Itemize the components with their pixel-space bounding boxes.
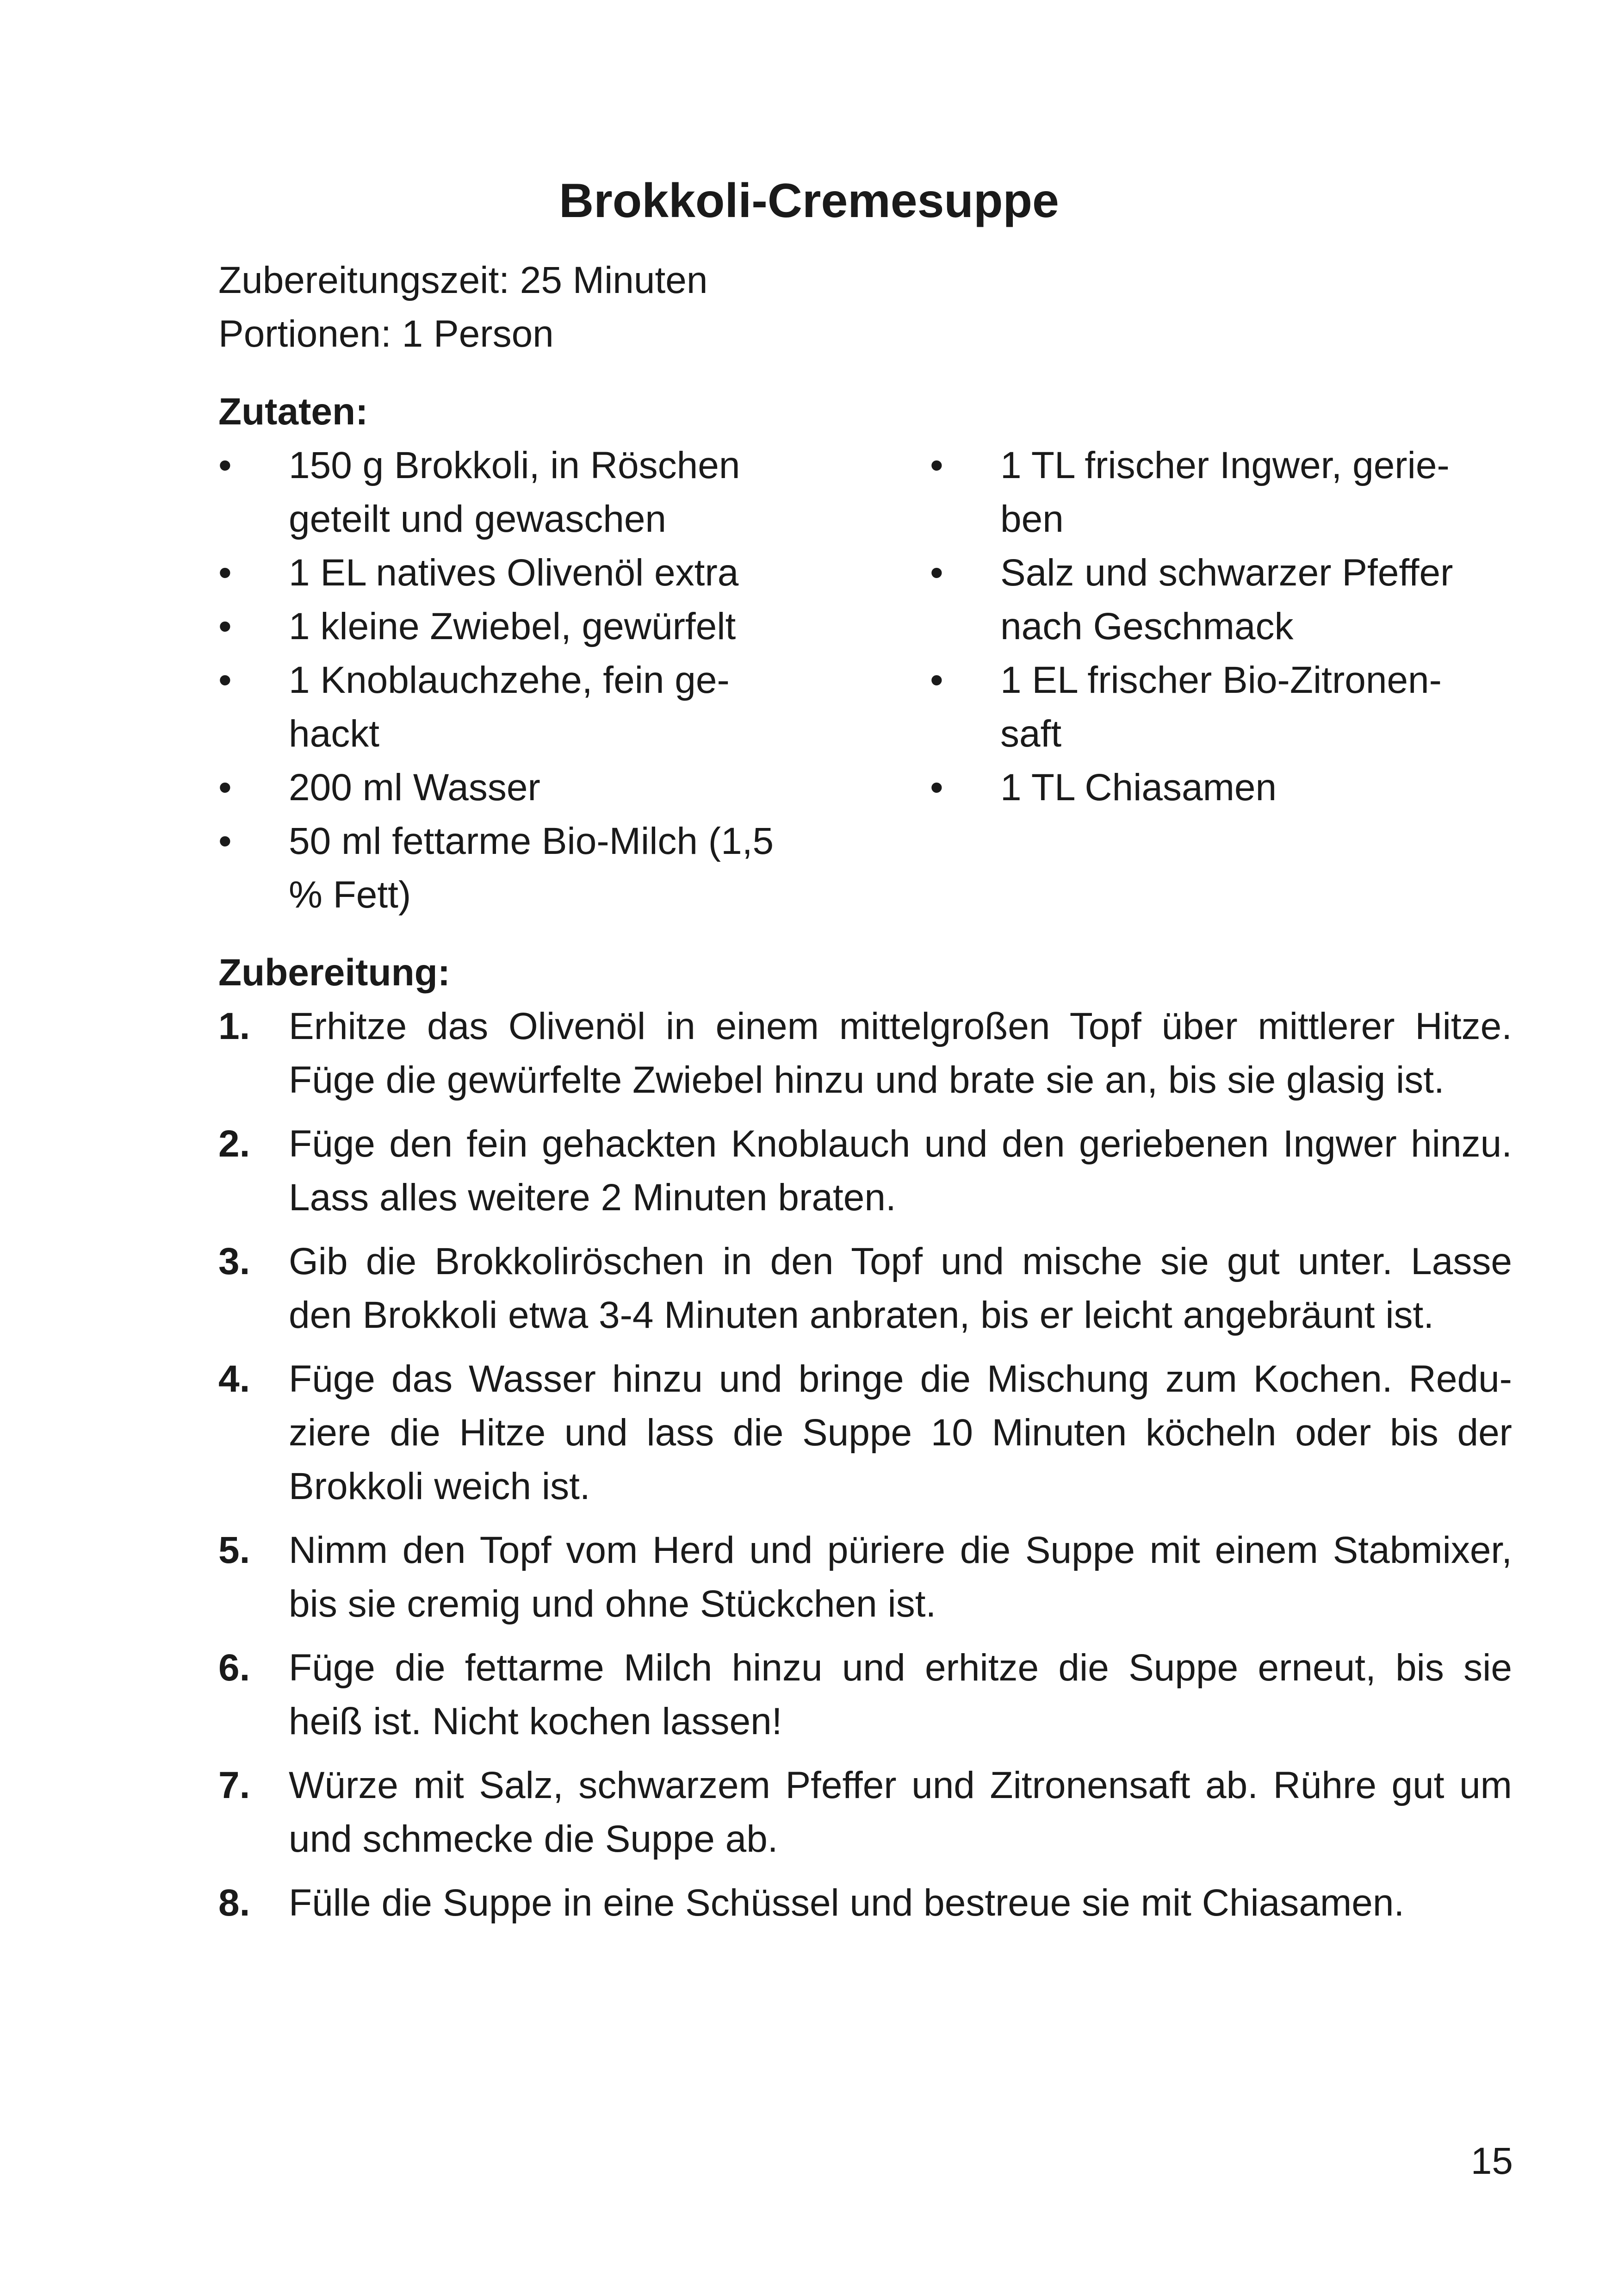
ingredients-list-right [930, 439, 1522, 815]
bullet-icon: • [930, 766, 943, 809]
step-text: Füge den fein gehackten Knoblauch und den geriebenen Ingwer hinzu. [289, 1123, 1512, 1165]
preparation-step [218, 1000, 1512, 1107]
ingredient-item [218, 439, 811, 546]
step-number: 2. [218, 1123, 250, 1165]
page-number: 15 [1470, 2140, 1513, 2182]
bullet-icon: • [218, 605, 232, 647]
step-text: bis sie cremig und ohne Stückchen ist. [289, 1583, 936, 1625]
ingredient-item [930, 546, 1522, 653]
ingredient-text: 1 EL frischer Bio-Zitronen- [1000, 659, 1442, 701]
recipe-title: Brokkoli-Cremesuppe [559, 174, 1059, 228]
preparation-step [218, 1524, 1512, 1631]
portions: Portionen: 1 Person [218, 313, 554, 355]
ingredient-text: 1 TL frischer Ingwer, gerie- [1000, 444, 1450, 486]
step-text: Brokkoli weich ist. [289, 1465, 590, 1507]
preparation-step [218, 1759, 1512, 1866]
step-text: Füge das Wasser hinzu und bringe die Mischung zum Kochen. Redu- [289, 1358, 1512, 1400]
step-number: 8. [218, 1882, 250, 1924]
step-number: 5. [218, 1529, 250, 1571]
bullet-icon: • [218, 659, 232, 701]
ingredient-text: 1 kleine Zwiebel, gewürfelt [289, 605, 736, 647]
ingredient-text: 150 g Brokkoli, in Röschen [289, 444, 740, 486]
step-text: Würze mit Salz, schwarzem Pfeffer und Zitronensaft ab. Rühre gut um [289, 1764, 1512, 1806]
preparation-heading: Zubereitung: [218, 952, 451, 994]
ingredient-text: nach Geschmack [1000, 605, 1294, 647]
bullet-icon: • [218, 820, 232, 862]
step-number: 1. [218, 1005, 250, 1047]
step-number: 7. [218, 1764, 250, 1806]
ingredient-item [218, 761, 811, 815]
step-text: Füge die fettarme Milch hinzu und erhitze die Suppe erneut, bis sie [289, 1647, 1512, 1689]
ingredient-text: geteilt und gewaschen [289, 498, 667, 540]
ingredient-item [930, 439, 1522, 546]
step-number: 4. [218, 1358, 250, 1400]
ingredient-text: ben [1000, 498, 1064, 540]
ingredients-list-left [218, 439, 811, 922]
bullet-icon: • [930, 552, 943, 594]
step-text: Gib die Brokkoliröschen in den Topf und mische sie gut unter. Lasse [289, 1240, 1512, 1282]
preparation-step [218, 1235, 1512, 1342]
preparation-step [218, 1641, 1512, 1748]
step-text: Nimm den Topf vom Herd und püriere die Suppe mit einem Stabmixer, [289, 1529, 1512, 1571]
ingredient-item [218, 600, 811, 653]
step-number: 6. [218, 1647, 250, 1689]
ingredient-text: 1 TL Chiasamen [1000, 766, 1277, 809]
ingredient-text: 200 ml Wasser [289, 766, 540, 809]
preparation-step [218, 1352, 1512, 1513]
step-text: Fülle die Suppe in eine Schüssel und bestreue sie mit Chiasamen. [289, 1882, 1405, 1924]
preparation-step [218, 1117, 1512, 1225]
preparation-steps [218, 1000, 1512, 1940]
ingredients-heading: Zutaten: [218, 391, 368, 433]
step-text: Füge die gewürfelte Zwiebel hinzu und brate sie an, bis sie glasig ist. [289, 1059, 1444, 1101]
bullet-icon: • [218, 552, 232, 594]
ingredient-text: saft [1000, 713, 1062, 755]
prep-time: Zubereitungszeit: 25 Minuten [218, 259, 708, 301]
step-text: den Brokkoli etwa 3-4 Minuten anbraten, bis er leicht angebräunt ist. [289, 1294, 1434, 1336]
ingredient-text: 1 Knoblauchzehe, fein ge- [289, 659, 730, 701]
ingredient-text: 1 EL natives Olivenöl extra [289, 552, 739, 594]
bullet-icon: • [930, 444, 943, 486]
ingredient-item [218, 815, 811, 922]
step-text: Lass alles weitere 2 Minuten braten. [289, 1176, 896, 1219]
step-text: und schmecke die Suppe ab. [289, 1818, 778, 1860]
ingredient-item [218, 546, 811, 600]
step-number: 3. [218, 1240, 250, 1282]
preparation-step [218, 1876, 1512, 1930]
bullet-icon: • [218, 444, 232, 486]
ingredient-item [930, 761, 1522, 815]
ingredient-item [218, 653, 811, 761]
ingredient-text: Salz und schwarzer Pfeffer [1000, 552, 1453, 594]
step-text: ziere die Hitze und lass die Suppe 10 Minuten köcheln oder bis der [289, 1412, 1512, 1454]
step-text: heiß ist. Nicht kochen lassen! [289, 1700, 782, 1742]
ingredient-text: hackt [289, 713, 379, 755]
bullet-icon: • [930, 659, 943, 701]
ingredient-text: 50 ml fettarme Bio-Milch (1,5 [289, 820, 774, 862]
ingredient-item [930, 653, 1522, 761]
bullet-icon: • [218, 766, 232, 809]
ingredient-text: % Fett) [289, 874, 411, 916]
step-text: Erhitze das Olivenöl in einem mittelgroßen Topf über mittlerer Hitze. [289, 1005, 1512, 1047]
